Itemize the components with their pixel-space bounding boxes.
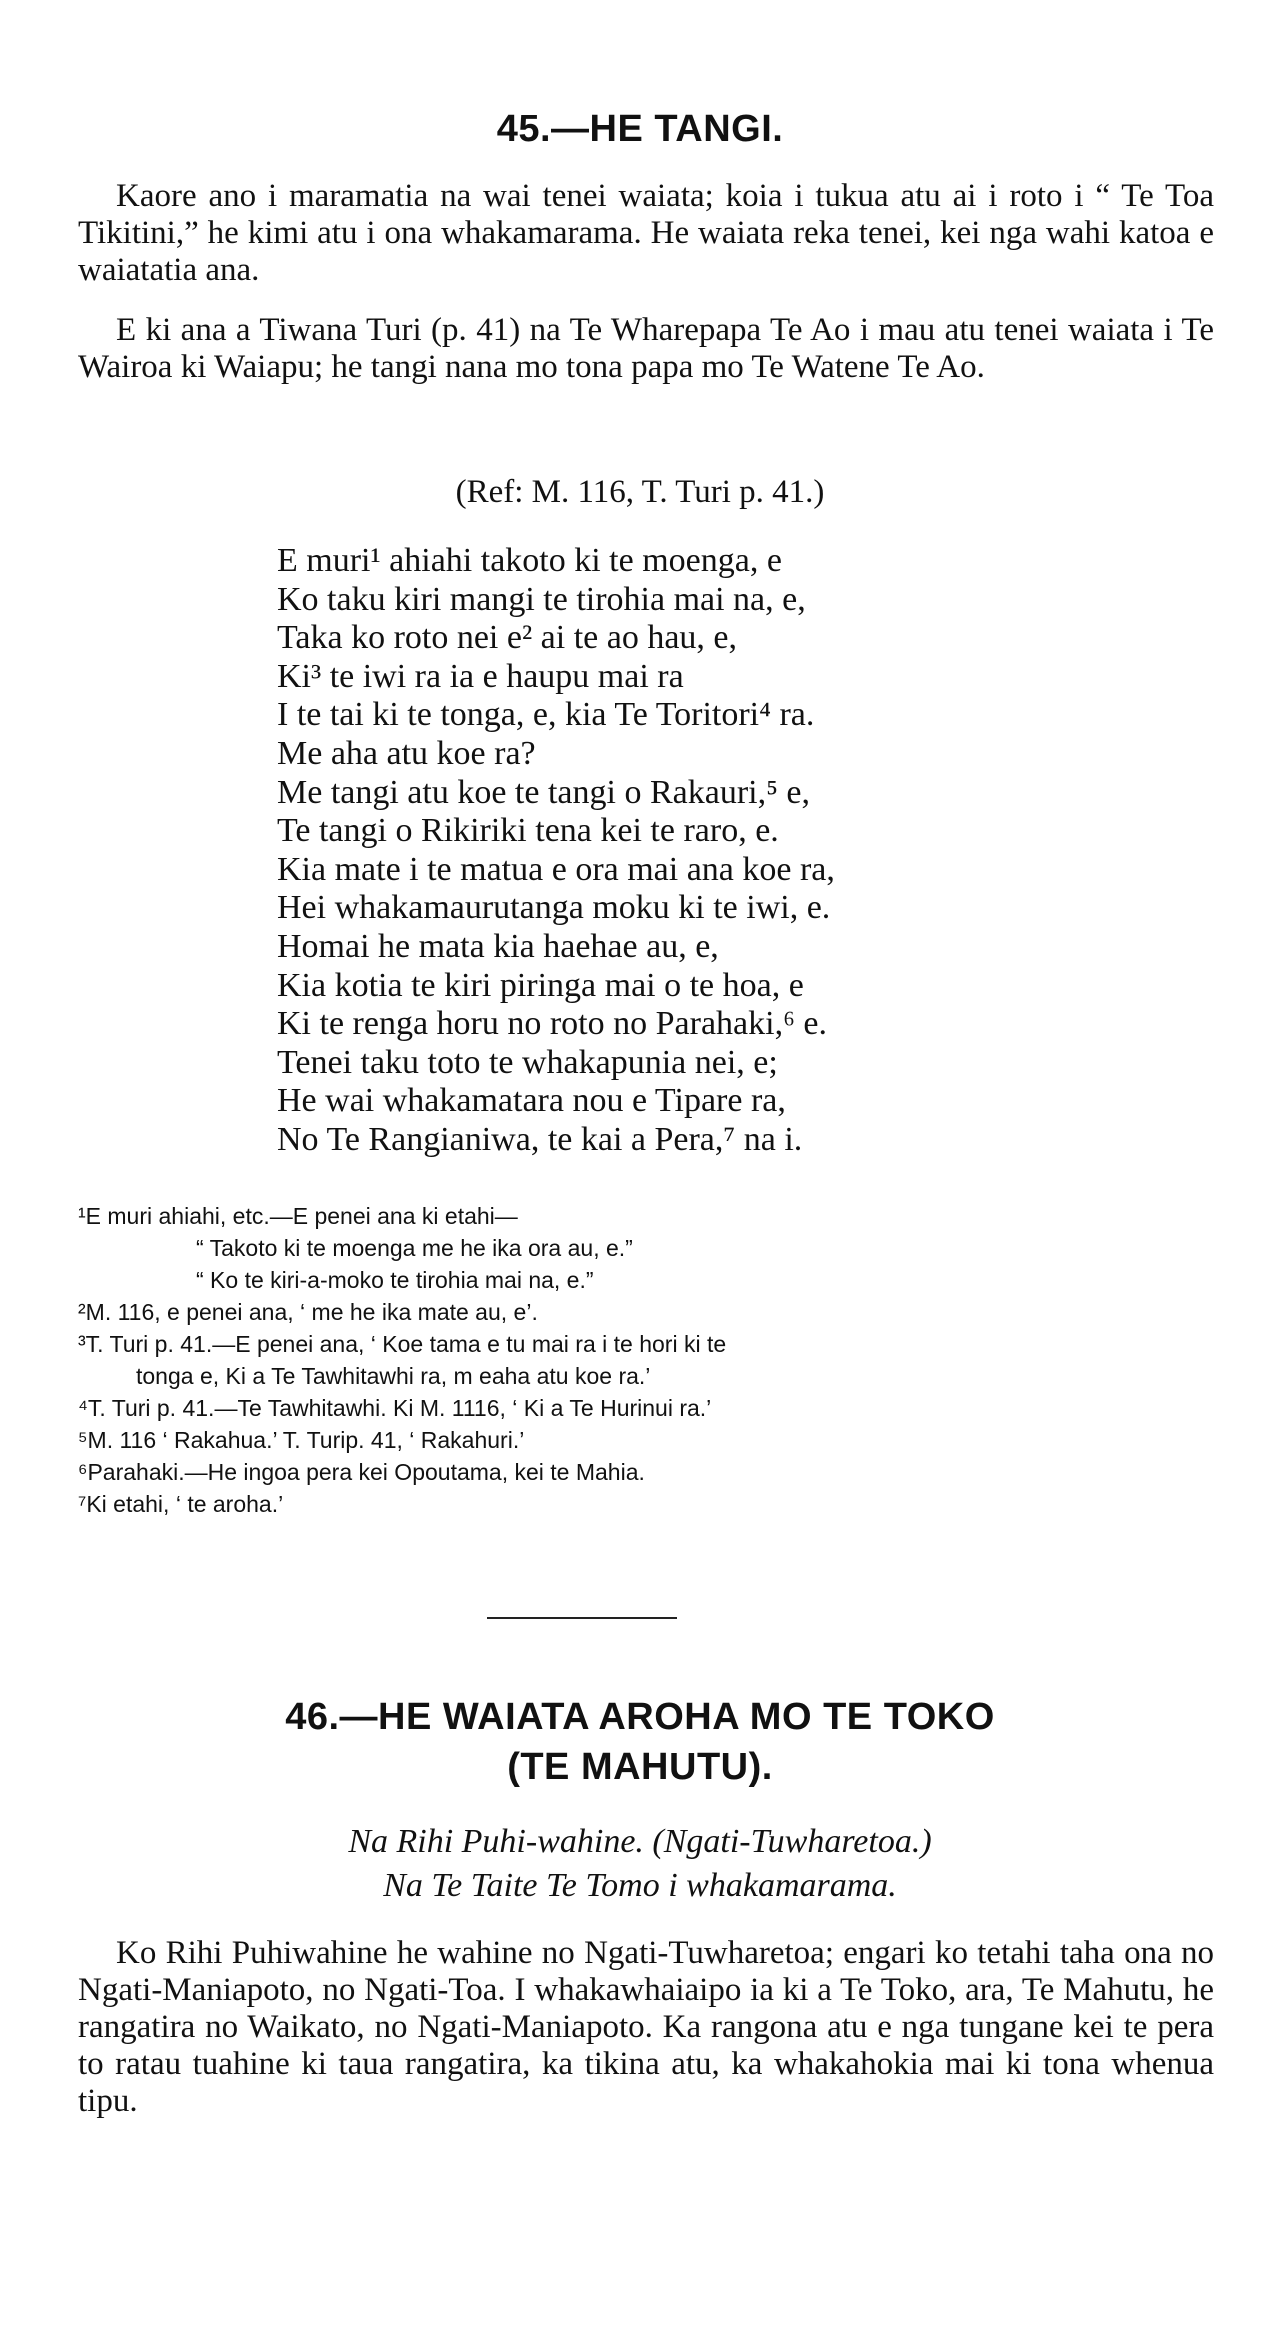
poem-line: Taka ko roto nei e² ai te ao hau, e, xyxy=(277,619,738,657)
footnote: ⁷Ki etahi, ‘ te aroha.’ xyxy=(78,1491,284,1517)
poem-line: Kia kotia te kiri piringa mai o te hoa, e xyxy=(277,966,804,1004)
poem-line: I te tai ki te tonga, e, kia Te Toritori⁴ ra. xyxy=(277,696,815,734)
footnote: ⁵M. 116 ‘ Rakahua.’ T. Turip. 41, ‘ Rakahuri.’ xyxy=(78,1427,525,1453)
footnotes xyxy=(78,1200,1228,1520)
footnote: ⁶Parahaki.—He ingoa pera kei Opoutama, kei te Mahia. xyxy=(78,1459,645,1485)
footnote-continuation: “ Ko te kiri-a-moko te tirohia mai na, e.” xyxy=(196,1267,594,1293)
explainer-byline: Na Te Taite Te Tomo i whakamarama. xyxy=(383,1867,897,1904)
footnote-continuation: tonga e, Ki a Te Tawhitawhi ra, m eaha atu koe ra.’ xyxy=(136,1363,651,1389)
poem-line: Hei whakamaurutanga moku ki te iwi, e. xyxy=(277,889,831,927)
poem-line: Me tangi atu koe te tangi o Rakauri,⁵ e, xyxy=(277,773,811,811)
section-45-intro-paragraph: Kaore ano i maramatia na wai tenei waiata; koia i tukua atu ai i roto i “ Te Toa Tikitini,” he kimi atu i ona whakamarama. He waiata reka tenei, kei nga wahi katoa e waiatatia ana. xyxy=(78,178,1214,288)
footnote: ¹E muri ahiahi, etc.—E penei ana ki etahi— xyxy=(78,1203,518,1229)
section-46-heading-line1: 46.—HE WAIATA AROHA MO TE TOKO xyxy=(285,1696,995,1738)
section-46-paragraph: Ko Rihi Puhiwahine he wahine no Ngati-Tuwharetoa; engari ko tetahi taha ona no Ngati-Maniapoto, no Ngati-Toa. I whakawhaiaipo ia ki a Te Toko, ara, Te Mahutu, he rangatira no Waikato, no Ngati-Maniapoto. Ka rangona atu e nga tungane kei te pera to ratau tuahine ki taua rangatira, ka tikina atu, ka whakahokia mai ki tona whenua tipu. xyxy=(78,1935,1214,2119)
poem-line: No Te Rangianiwa, te kai a Pera,⁷ na i. xyxy=(277,1120,803,1158)
section-46-heading xyxy=(0,1692,1280,1792)
author-byline: Na Rihi Puhi-wahine. (Ngati-Tuwharetoa.) xyxy=(348,1823,932,1860)
poem-line: Kia mate i te matua e ora mai ana koe ra, xyxy=(277,850,835,888)
section-46-heading-line2: (TE MAHUTU). xyxy=(507,1746,773,1788)
poem-line: Me aha atu koe ra? xyxy=(277,734,536,772)
poem-line: Ki³ te iwi ra ia e haupu mai ra xyxy=(277,657,684,695)
poem-line: Tenei taku toto te whakapunia nei, e; xyxy=(277,1043,778,1081)
poem-line: Ki te renga horu no roto no Parahaki,⁶ e. xyxy=(277,1005,828,1043)
poem-lines xyxy=(277,542,835,1160)
section-45-heading: 45.—HE TANGI. xyxy=(496,108,784,150)
footnote: ³T. Turi p. 41.—E penei ana, ‘ Koe tama e tu mai ra i te hori ki te xyxy=(78,1331,727,1357)
reference-line: (Ref: M. 116, T. Turi p. 41.) xyxy=(455,474,825,510)
footnote: ⁴T. Turi p. 41.—Te Tawhitawhi. Ki M. 1116, ‘ Ki a Te Hurinui ra.’ xyxy=(78,1395,712,1421)
footnote: ²M. 116, e penei ana, ‘ me he ika mate au, e’. xyxy=(78,1299,538,1325)
footnote-continuation: “ Takoto ki te moenga me he ika ora au, e.” xyxy=(196,1235,633,1261)
poem-line: Ko taku kiri mangi te tirohia mai na, e, xyxy=(277,580,806,618)
section-45-note-paragraph: E ki ana a Tiwana Turi (p. 41) na Te Wharepapa Te Ao i mau atu tenei waiata i Te Wairoa ki Waiapu; he tangi nana mo tona papa mo Te Watene Te Ao. xyxy=(78,312,1214,385)
poem-line: E muri¹ ahiahi takoto ki te moenga, e xyxy=(277,542,782,579)
section-divider xyxy=(487,1617,677,1619)
poem-line: Homai he mata kia haehae au, e, xyxy=(277,927,719,965)
poem-line: Te tangi o Rikiriki tena kei te raro, e. xyxy=(277,812,779,850)
poem-line: He wai whakamatara nou e Tipare ra, xyxy=(277,1082,786,1120)
